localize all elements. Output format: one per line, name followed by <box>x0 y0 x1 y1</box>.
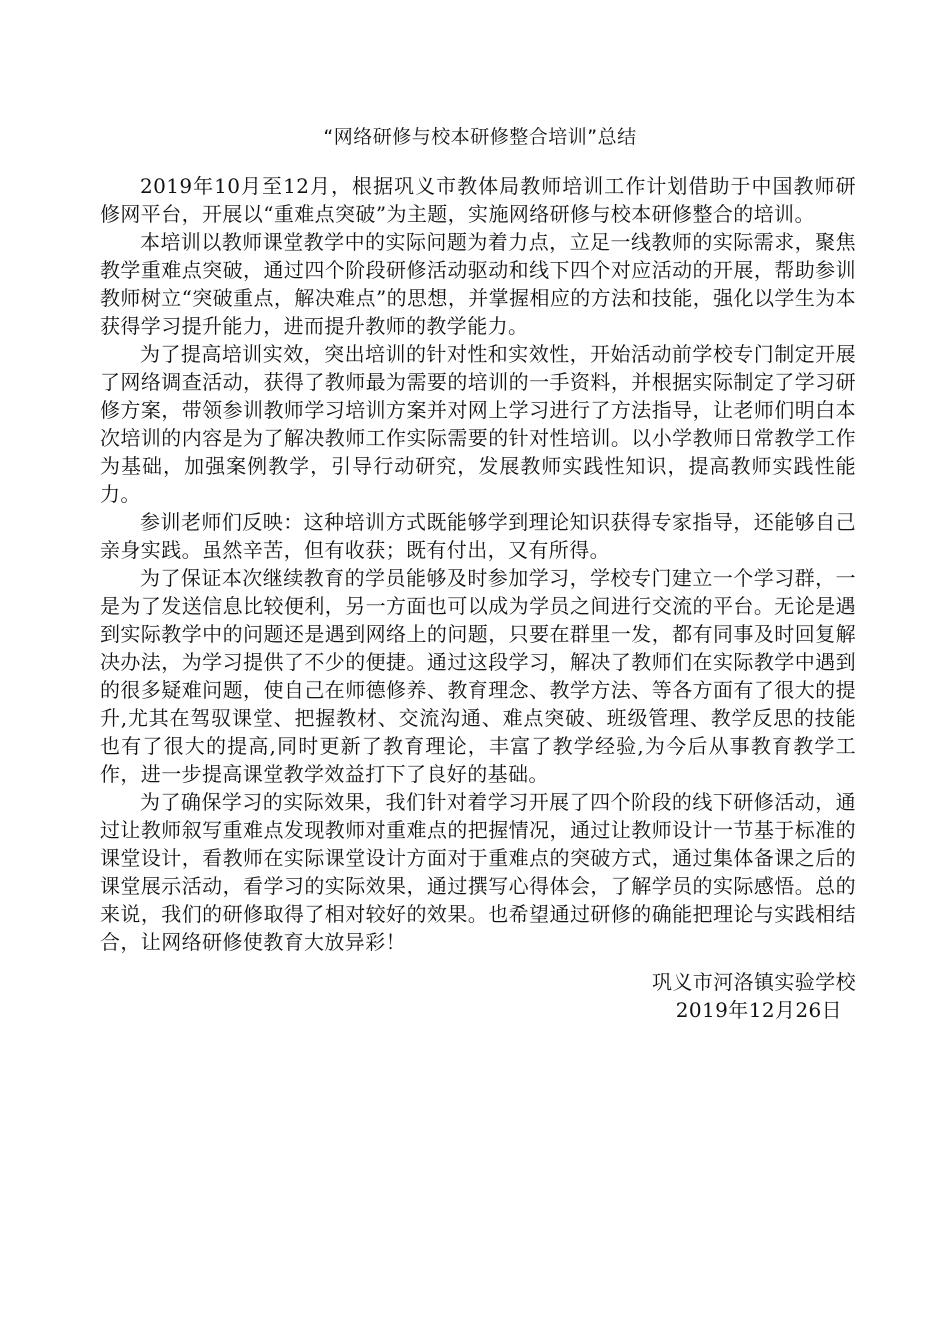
paragraph-5: 为了保证本次继续教育的学员能够及时参加学习，学校专门建立一个学习群，一是为了发送信息比较便利，另一方面也可以成为学员之间进行交流的平台。无论是遇到实际教学中的问题还是遇到网络上的问题，只要在群里一发，都有同事及时回复解决办法，为学习提供了不少的便捷。通过这段学习，解决了教师们在实际教学中遇到的很多疑难问题，使自己在师德修养、教育理念、教学方法、等各方面有了很大的提升,尤其在驾驭课堂、把握教材、交流沟通、难点突破、班级管理、教学反思的技能也有了很大的提高,同时更新了教育理论，丰富了教学经验,为今后从事教育教学工作，进一步提高课堂教学效益打下了良好的基础。 <box>100 566 856 786</box>
paragraph-3: 为了提高培训实效，突出培训的针对性和实效性，开始活动前学校专门制定开展了网络调查活动，获得了教师最为需要的培训的一手资料，并根据实际制定了学习研修方案，带领参训教师学习培训方案并对网上学习进行了方法指导，让老师们明白本次培训的内容是为了解决教师工作实际需要的针对性培训。以小学教师日常教学工作为基础，加强案例教学，引导行动研究，发展教师实践性知识，提高教师实践性能力。 <box>100 342 856 506</box>
signature-block <box>652 968 856 1024</box>
paragraph-6: 为了确保学习的实际效果，我们针对着学习开展了四个阶段的线下研修活动，通过让教师叙写重难点发现教师对重难点的把握情况，通过让教师设计一节基于标准的课堂设计，看教师在实际课堂设计方面对于重难点的突破方式，通过集体备课之后的课堂展示活动，看学习的实际效果，通过撰写心得体会，了解学员的实际感悟。总的来说，我们的研修取得了相对较好的效果。也希望通过研修的确能把理论与实践相结合，让网络研修使教育大放异彩！ <box>100 790 856 954</box>
signature-organization: 巩义市河洛镇实验学校 <box>652 970 856 994</box>
document-title: “网络研修与校本研修整合培训”总结 <box>323 126 637 148</box>
signature-date: 2019年12月26日 <box>675 998 842 1022</box>
paragraph-1: 2019年10月至12月，根据巩义市教体局教师培训工作计划借助于中国教师研修网平台，开展以“重难点突破”为主题，实施网络研修与校本研修整合的培训。 <box>100 174 856 226</box>
paragraph-2: 本培训以教师课堂教学中的实际问题为着力点，立足一线教师的实际需求，聚焦教学重难点突破，通过四个阶段研修活动驱动和线下四个对应活动的开展，帮助参训教师树立“突破重点，解决难点”的思想，并掌握相应的方法和技能，强化以学生为本获得学习提升能力，进而提升教师的教学能力。 <box>100 230 856 338</box>
document-body <box>100 172 856 956</box>
paragraph-4: 参训老师们反映：这种培训方式既能够学到理论知识获得专家指导，还能够自己亲身实践。虽然辛苦，但有收获；既有付出，又有所得。 <box>100 510 856 562</box>
